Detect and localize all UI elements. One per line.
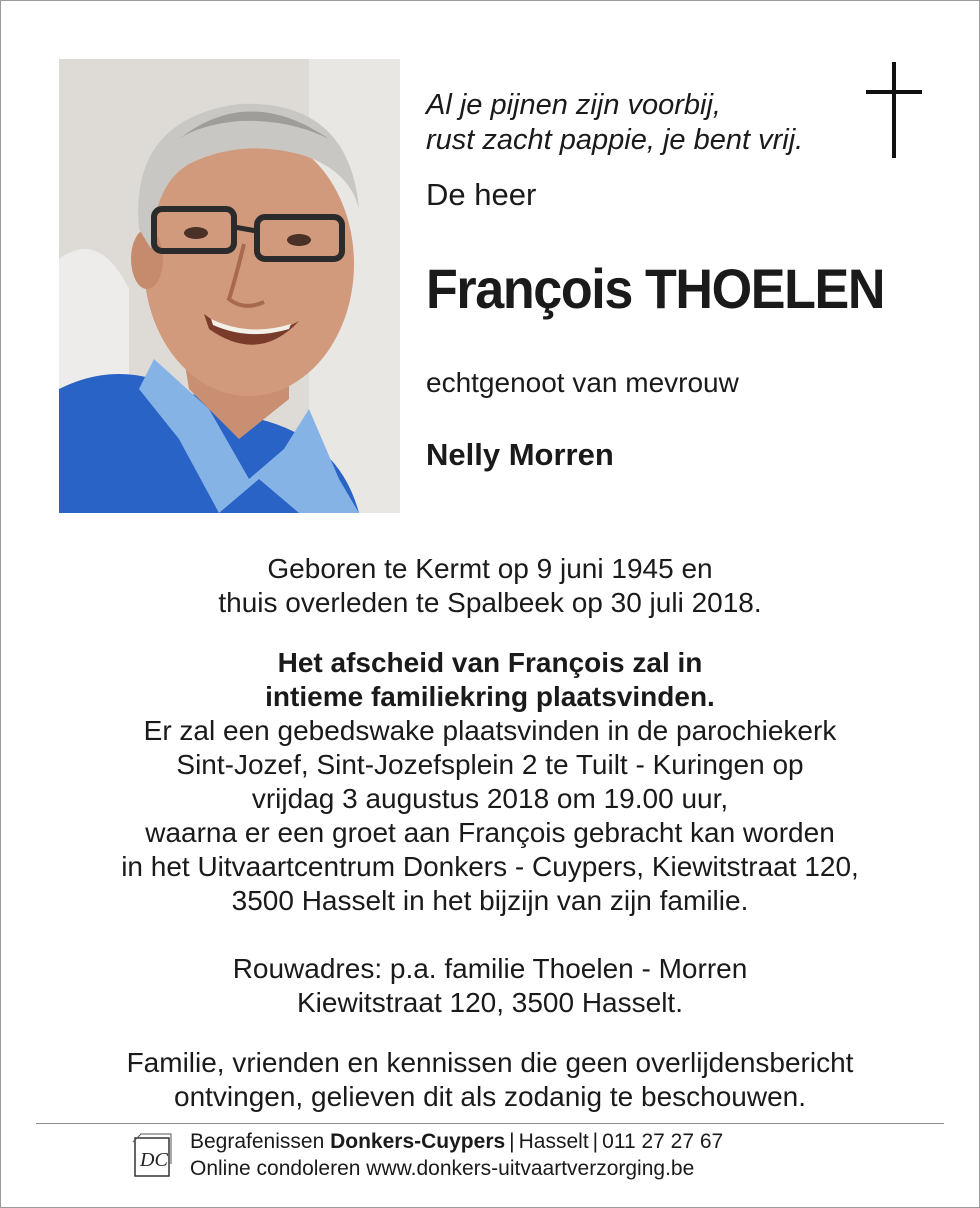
text-line: thuis overleden te Spalbeek op 30 juli 2018. xyxy=(218,587,762,618)
funeral-heading: intieme familiekring plaatsvinden. xyxy=(265,681,715,712)
footer xyxy=(190,1128,723,1182)
text-line: Kiewitstraat 120, 3500 Hasselt. xyxy=(297,987,683,1018)
footer-website-link[interactable]: www.donkers-uitvaartverzorging.be xyxy=(366,1157,695,1180)
family-note xyxy=(40,1046,940,1114)
footer-city: Hasselt xyxy=(518,1130,589,1153)
text-line: ontvingen, gelieven dit als zodanig te beschouwen. xyxy=(174,1081,806,1112)
text-line: vrijdag 3 augustus 2018 om 19.00 uur, xyxy=(251,783,729,814)
birth-death-paragraph xyxy=(40,552,940,620)
footer-prefix: Begrafenissen xyxy=(190,1130,325,1153)
funeral-heading: Het afscheid van François zal in xyxy=(277,647,703,678)
verse-line: Al je pijnen zijn voorbij, xyxy=(426,89,721,121)
footer-separator: | xyxy=(509,1130,515,1153)
funeral-paragraph xyxy=(40,646,940,918)
logo-lettering: DC xyxy=(140,1149,168,1171)
verse-line: rust zacht pappie, je bent vrij. xyxy=(426,124,804,156)
text-line: 3500 Hasselt in het bijzijn van zijn familie. xyxy=(231,885,749,916)
text-line: waarna er een groet aan François gebracht kan worden xyxy=(145,817,835,848)
text-line: Er zal een gebedswake plaatsvinden in de parochiekerk xyxy=(143,715,837,746)
cross-icon xyxy=(866,62,922,158)
footer-divider xyxy=(36,1123,944,1124)
spouse-name: Nelly Morren xyxy=(426,437,614,472)
deceased-name: François THOELEN xyxy=(426,257,885,320)
text-line: Rouwadres: p.a. familie Thoelen - Morren xyxy=(232,953,748,984)
relation-text: echtgenoot van mevrouw xyxy=(426,367,739,398)
text-line: in het Uitvaartcentrum Donkers - Cuypers, Kiewitstraat 120, xyxy=(121,851,859,882)
text-line: Familie, vrienden en kennissen die geen overlijdensbericht xyxy=(126,1047,854,1078)
footer-line-online xyxy=(190,1155,723,1182)
text-line: Sint-Jozef, Sint-Jozefsplein 2 te Tuilt - Kuringen op xyxy=(176,749,804,780)
footer-line-contact xyxy=(190,1128,723,1155)
funeral-home-logo-icon xyxy=(131,1132,173,1180)
portrait-photo xyxy=(59,59,400,513)
footer-separator: | xyxy=(592,1130,599,1153)
mourning-address xyxy=(40,952,940,1020)
honorific: De heer xyxy=(426,177,537,212)
text-line: Geboren te Kermt op 9 juni 1945 en xyxy=(267,553,713,584)
footer-company: Donkers-Cuypers xyxy=(330,1130,506,1153)
memorial-verse xyxy=(426,88,803,158)
footer-online-label: Online condoleren xyxy=(190,1157,361,1180)
footer-phone[interactable]: 011 27 27 67 xyxy=(602,1130,724,1153)
